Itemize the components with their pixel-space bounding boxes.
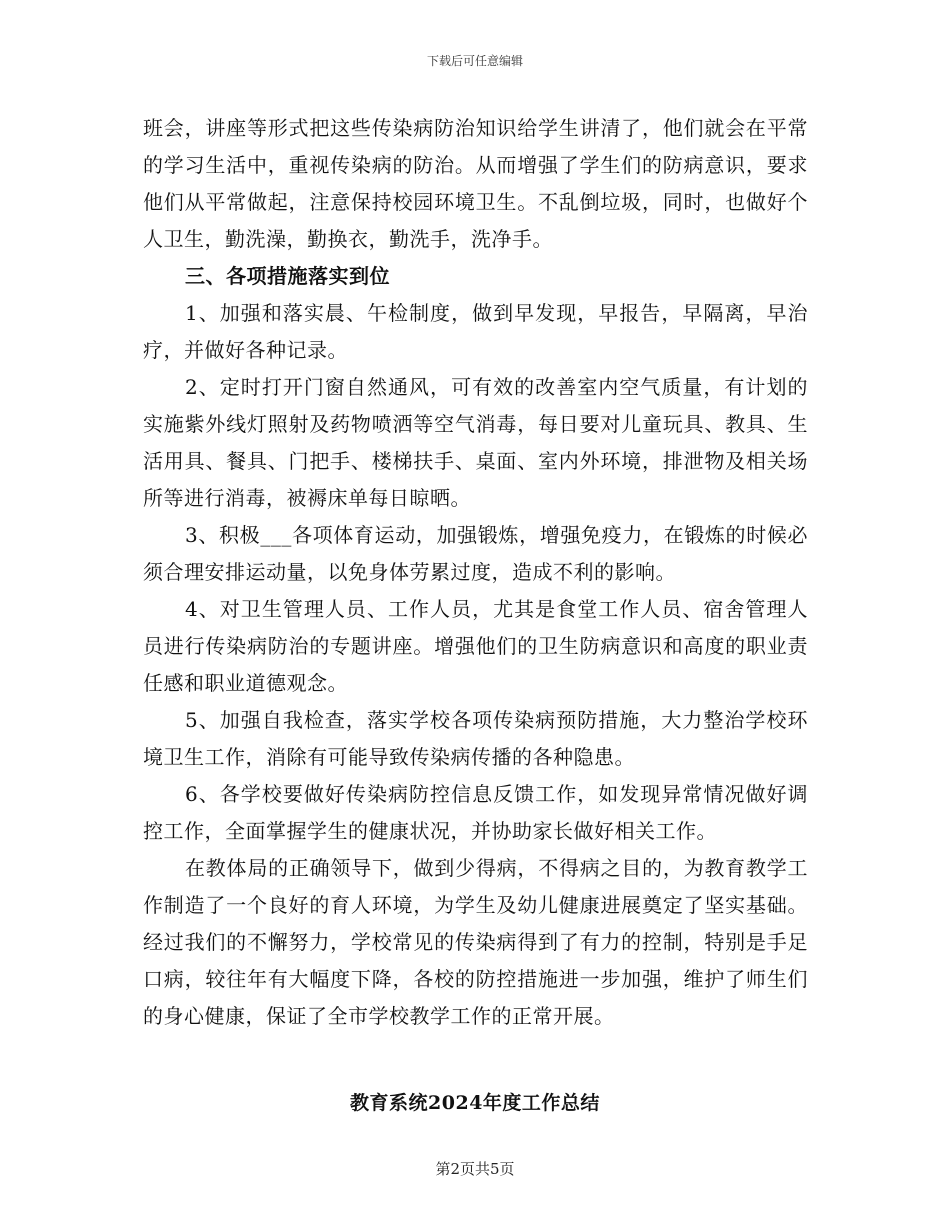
- intro-paragraph: 班会，讲座等形式把这些传染病防治知识给学生讲清了，他们就会在平常的学习生活中，重视传染病的防治。从而增强了学生们的防病意识，要求他们从平常做起，注意保持校园环境卫生。不乱倒垃圾，同时，也做好个人卫生，勤洗澡，勤换衣，勤洗手，洗净手。: [143, 116, 808, 251]
- document-body: [143, 110, 808, 1035]
- page-number: 第2页共5页: [435, 1160, 515, 1178]
- page-header-note: 下载后可任意编辑: [426, 54, 523, 68]
- measure-item-1: 1、加强和落实晨、午检制度，做到早发现，早报告，早隔离，早治疗，并做好各种记录。: [143, 301, 808, 362]
- section-heading: 三、各项措施落实到位: [185, 264, 390, 288]
- next-document-title: 教育系统2024年度工作总结: [350, 1092, 600, 1114]
- closing-paragraph: 在教体局的正确领导下，做到少得病，不得病之目的，为教育教学工作制造了一个良好的育人环境，为学生及幼儿健康进展奠定了坚实基础。经过我们的不懈努力，学校常见的传染病得到了有力的控制，特别是手足口病，较往年有大幅度下降，各校的防控措施进一步加强，维护了师生们的身心健康，保证了全市学校教学工作的正常开展。: [143, 856, 808, 1028]
- measure-item-5: 5、加强自我检查，落实学校各项传染病预防措施，大力整治学校环境卫生工作，消除有可能导致传染病传播的各种隐患。: [143, 708, 808, 769]
- measure-item-3: 3、积极___各项体育运动，加强锻炼，增强免疫力，在锻炼的时候必须合理安排运动量，以免身体劳累过度，造成不利的影响。: [143, 523, 808, 584]
- measure-item-2: 2、定时打开门窗自然通风，可有效的改善室内空气质量，有计划的实施紫外线灯照射及药物喷洒等空气消毒，每日要对儿童玩具、教具、生活用具、餐具、门把手、楼梯扶手、桌面、室内外环境，排泄物及相关场所等进行消毒，被褥床单每日晾晒。: [143, 375, 808, 510]
- measure-item-4: 4、对卫生管理人员、工作人员，尤其是食堂工作人员、宿舍管理人员进行传染病防治的专题讲座。增强他们的卫生防病意识和高度的职业责任感和职业道德观念。: [143, 597, 808, 695]
- measure-item-6: 6、各学校要做好传染病防控信息反馈工作，如发现异常情况做好调控工作，全面掌握学生的健康状况，并协助家长做好相关工作。: [143, 782, 808, 843]
